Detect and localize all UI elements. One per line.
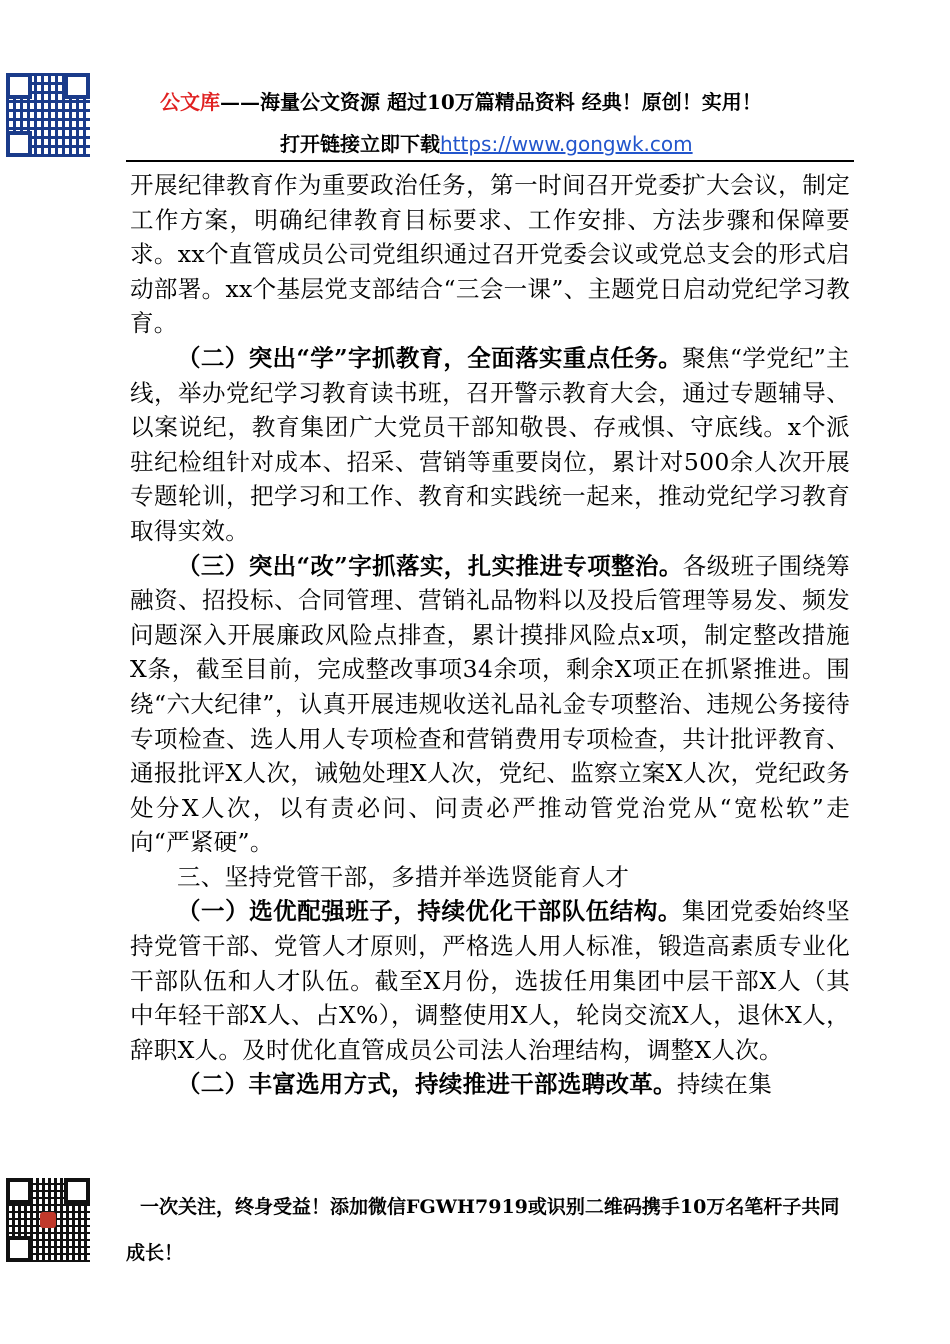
header-banner bbox=[160, 86, 780, 115]
paragraph-5-text: 持续在集 bbox=[676, 1070, 773, 1099]
paragraph-3-text: 各级班子围绕筹融资、招投标、合同管理、营销礼品物料以及投后管理等易发、频发问题深入开展廉政风险点排查，累计摸排风险点x项，制定整改措施X条，截至目前，完成整改事项34余项，剩余X项正在抓紧推进。围绕“六大纪律”，认真开展违规收送礼品礼金专项整治、违规公务接待专项检查、选人用人专项检查和营销费用专项检查，共计批评教育、通报批评X人次，诫勉处理X人次，党纪、监察立案X人次，党纪政务处分X人次，以有责必问、问责必严推动管党治党从“宽松软”走向“严紧硬”。 bbox=[130, 551, 850, 857]
paragraph-2 bbox=[130, 341, 850, 549]
download-prefix: 打开链接立即下载 bbox=[280, 132, 440, 156]
header-download bbox=[280, 128, 740, 157]
paragraph-4-heading: （一）选优配强班子，持续优化干部队伍结构。 bbox=[177, 897, 682, 926]
paragraph-5-heading: （二）丰富选用方式，持续推进干部选聘改革。 bbox=[177, 1070, 677, 1099]
footer-promo: 一次关注，终身受益！添加微信FGWH7919或识别二维码携手10万名笔杆子共同 bbox=[140, 1196, 840, 1218]
website-link[interactable]: https://www.gongwk.com bbox=[440, 132, 693, 156]
paragraph-3 bbox=[130, 549, 850, 860]
paragraph-3-heading: （三）突出“改”字抓落实，扎实推进专项整治。 bbox=[177, 551, 683, 580]
qr-code-bottom bbox=[6, 1178, 90, 1262]
section-3-heading: 三、坚持党管干部，多措并举选贤能育人才 bbox=[177, 862, 630, 891]
paragraph-2-heading: （二）突出“学”字抓教育，全面落实重点任务。 bbox=[177, 343, 683, 372]
paragraph-5 bbox=[130, 1067, 850, 1102]
paragraph-4-text: 集团党委始终坚持党管干部、党管人才原则，严格选人用人标准，锻造高素质专业化干部队伍和人才队伍。截至X月份，选拔任用集团中层干部X人（其中年轻干部X人、占X%），调整使用X人，轮岗交流X人，退休X人，辞职X人。及时优化直管成员公司法人治理结构，调整X人次。 bbox=[130, 897, 850, 1064]
header-divider bbox=[126, 160, 854, 162]
qr-code-top bbox=[6, 73, 90, 157]
paragraph-4 bbox=[130, 894, 850, 1067]
footer-promo-end: 成长！ bbox=[126, 1242, 184, 1264]
header-slogan: ——海量公文资源 超过10万篇精品资料 经典！原创！实用！ bbox=[220, 90, 762, 114]
document-body bbox=[130, 168, 850, 1102]
brand-name: 公文库 bbox=[160, 90, 220, 114]
paragraph-2-text: 聚焦“学党纪”主线，举办党纪学习教育读书班，召开警示教育大会，通过专题辅导、以案说纪，教育集团广大党员干部知敬畏、存戒惧、守底线。x个派驻纪检组针对成本、招采、营销等重要岗位，累计对500余人次开展专题轮训，把学习和工作、教育和实践统一起来，推动党纪学习教育取得实效。 bbox=[130, 343, 850, 545]
paragraph-1: 开展纪律教育作为重要政治任务，第一时间召开党委扩大会议，制定工作方案，明确纪律教育目标要求、工作安排、方法步骤和保障要求。xx个直管成员公司党组织通过召开党委会议或党总支会的形式启动部署。xx个基层党支部结合“三会一课”、主题党日启动党纪学习教育。 bbox=[130, 171, 850, 338]
